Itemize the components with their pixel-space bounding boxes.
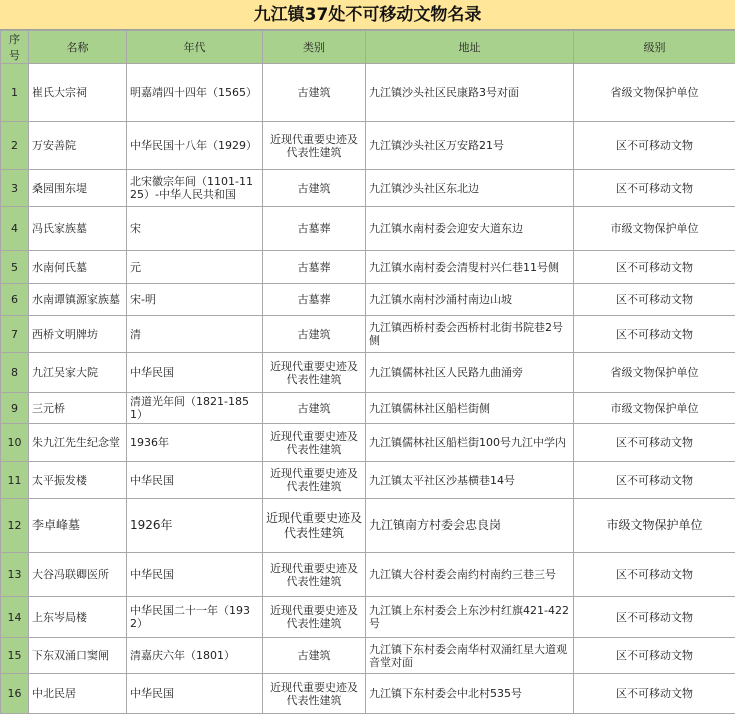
cell-name: 冯氏家族墓 xyxy=(29,207,127,251)
header-name: 名称 xyxy=(29,31,127,64)
cell-category: 近现代重要史迹及代表性建筑 xyxy=(263,462,366,499)
cell-address: 九江镇儒林社区船栏街100号九江中学内 xyxy=(366,424,574,462)
cell-address: 九江镇下东村委会南华村双涌红星大道观音堂对面 xyxy=(366,638,574,674)
cell-level: 市级文物保护单位 xyxy=(574,499,735,553)
table-row xyxy=(1,597,735,638)
cell-address: 九江镇水南村沙涌村南边山坡 xyxy=(366,284,574,316)
cell-level: 省级文物保护单位 xyxy=(574,353,735,393)
header-no: 序号 xyxy=(1,31,29,64)
cell-era: 清道光年间（1821-1851） xyxy=(127,393,263,424)
cell-category: 近现代重要史迹及代表性建筑 xyxy=(263,553,366,597)
cell-category: 古建筑 xyxy=(263,170,366,207)
table-row xyxy=(1,393,735,424)
header-category: 类别 xyxy=(263,31,366,64)
cell-name: 桑园围东堤 xyxy=(29,170,127,207)
cell-era: 清嘉庆六年（1801） xyxy=(127,638,263,674)
cell-era: 清 xyxy=(127,316,263,353)
table-row xyxy=(1,64,735,122)
cell-level: 区不可移动文物 xyxy=(574,462,735,499)
cell-name: 水南何氏墓 xyxy=(29,251,127,284)
cell-era: 元 xyxy=(127,251,263,284)
cell-era: 1926年 xyxy=(127,499,263,553)
cell-level: 区不可移动文物 xyxy=(574,251,735,284)
cell-level: 区不可移动文物 xyxy=(574,553,735,597)
cell-no: 14 xyxy=(1,597,29,638)
cell-no: 3 xyxy=(1,170,29,207)
cell-era: 中华民国 xyxy=(127,553,263,597)
cell-era: 中华民国十八年（1929） xyxy=(127,122,263,170)
cell-category: 古建筑 xyxy=(263,393,366,424)
cell-level: 区不可移动文物 xyxy=(574,122,735,170)
cell-address: 九江镇沙头社区民康路3号对面 xyxy=(366,64,574,122)
cell-name: 崔氏大宗祠 xyxy=(29,64,127,122)
cell-era: 中华民国 xyxy=(127,462,263,499)
cell-address: 九江镇水南村委会迎安大道东边 xyxy=(366,207,574,251)
cell-name: 大谷冯联卿医所 xyxy=(29,553,127,597)
cell-era: 1936年 xyxy=(127,424,263,462)
table-row xyxy=(1,553,735,597)
cell-era: 中华民国二十一年（1932） xyxy=(127,597,263,638)
cell-no: 4 xyxy=(1,207,29,251)
cell-era: 中华民国 xyxy=(127,353,263,393)
sheet-title: 九江镇37处不可移动文物名录 xyxy=(0,0,735,30)
cell-address: 九江镇南方村委会忠良岗 xyxy=(366,499,574,553)
cell-no: 8 xyxy=(1,353,29,393)
cell-name: 朱九江先生纪念堂 xyxy=(29,424,127,462)
cell-level: 区不可移动文物 xyxy=(574,674,735,714)
cell-category: 近现代重要史迹及代表性建筑 xyxy=(263,122,366,170)
cell-address: 九江镇太平社区沙基横巷14号 xyxy=(366,462,574,499)
cell-address: 九江镇下东村委会中北村535号 xyxy=(366,674,574,714)
cell-category: 近现代重要史迹及代表性建筑 xyxy=(263,597,366,638)
cell-era: 明嘉靖四十四年（1565） xyxy=(127,64,263,122)
cell-era: 中华民国 xyxy=(127,674,263,714)
cell-no: 6 xyxy=(1,284,29,316)
cell-name: 太平振发楼 xyxy=(29,462,127,499)
cell-no: 7 xyxy=(1,316,29,353)
header-era: 年代 xyxy=(127,31,263,64)
cell-category: 古建筑 xyxy=(263,316,366,353)
cell-no: 1 xyxy=(1,64,29,122)
cell-name: 李卓峰墓 xyxy=(29,499,127,553)
cell-name: 上东岑局楼 xyxy=(29,597,127,638)
table-row xyxy=(1,674,735,714)
cell-address: 九江镇沙头社区东北边 xyxy=(366,170,574,207)
cell-name: 下东双涌口窦闸 xyxy=(29,638,127,674)
table-row xyxy=(1,170,735,207)
cell-category: 近现代重要史迹及代表性建筑 xyxy=(263,499,366,553)
cell-no: 16 xyxy=(1,674,29,714)
cell-no: 11 xyxy=(1,462,29,499)
cell-category: 近现代重要史迹及代表性建筑 xyxy=(263,353,366,393)
cell-level: 省级文物保护单位 xyxy=(574,64,735,122)
cell-level: 市级文物保护单位 xyxy=(574,393,735,424)
cell-category: 古建筑 xyxy=(263,638,366,674)
cell-name: 中北民居 xyxy=(29,674,127,714)
cell-category: 古墓葬 xyxy=(263,207,366,251)
table-row xyxy=(1,499,735,553)
cell-no: 13 xyxy=(1,553,29,597)
cell-address: 九江镇儒林社区人民路九曲涌旁 xyxy=(366,353,574,393)
table-row xyxy=(1,316,735,353)
header-row xyxy=(1,31,735,64)
cell-address: 九江镇西桥村委会西桥村北街书院巷2号侧 xyxy=(366,316,574,353)
table-row xyxy=(1,638,735,674)
cell-category: 古建筑 xyxy=(263,64,366,122)
cell-address: 九江镇水南村委会清叟村兴仁巷11号侧 xyxy=(366,251,574,284)
cell-category: 近现代重要史迹及代表性建筑 xyxy=(263,674,366,714)
cell-level: 市级文物保护单位 xyxy=(574,207,735,251)
cell-address: 九江镇儒林社区船栏街侧 xyxy=(366,393,574,424)
cell-no: 5 xyxy=(1,251,29,284)
table-row xyxy=(1,462,735,499)
table-row xyxy=(1,424,735,462)
cell-name: 九江吴家大院 xyxy=(29,353,127,393)
table-row xyxy=(1,207,735,251)
table-row xyxy=(1,122,735,170)
cell-level: 区不可移动文物 xyxy=(574,597,735,638)
cell-level: 区不可移动文物 xyxy=(574,284,735,316)
cell-address: 九江镇沙头社区万安路21号 xyxy=(366,122,574,170)
cell-category: 古墓葬 xyxy=(263,251,366,284)
cell-level: 区不可移动文物 xyxy=(574,424,735,462)
cell-category: 近现代重要史迹及代表性建筑 xyxy=(263,424,366,462)
cell-level: 区不可移动文物 xyxy=(574,638,735,674)
cell-name: 水南谭镇源家族墓 xyxy=(29,284,127,316)
cell-era: 宋 xyxy=(127,207,263,251)
cell-name: 三元桥 xyxy=(29,393,127,424)
header-level: 级别 xyxy=(574,31,735,64)
header-address: 地址 xyxy=(366,31,574,64)
cell-no: 2 xyxy=(1,122,29,170)
table-row xyxy=(1,284,735,316)
cell-no: 9 xyxy=(1,393,29,424)
cell-name: 西桥文明牌坊 xyxy=(29,316,127,353)
relics-table xyxy=(0,30,735,714)
cell-category: 古墓葬 xyxy=(263,284,366,316)
cell-era: 宋-明 xyxy=(127,284,263,316)
cell-address: 九江镇上东村委会上东沙村红旗421-422号 xyxy=(366,597,574,638)
cell-level: 区不可移动文物 xyxy=(574,170,735,207)
cell-era: 北宋徽宗年间（1101-1125）-中华人民共和国 xyxy=(127,170,263,207)
cell-no: 12 xyxy=(1,499,29,553)
cell-address: 九江镇大谷村委会南约村南约三巷三号 xyxy=(366,553,574,597)
table-row xyxy=(1,251,735,284)
cell-name: 万安善院 xyxy=(29,122,127,170)
table-row xyxy=(1,353,735,393)
cell-no: 15 xyxy=(1,638,29,674)
cell-level: 区不可移动文物 xyxy=(574,316,735,353)
cell-no: 10 xyxy=(1,424,29,462)
